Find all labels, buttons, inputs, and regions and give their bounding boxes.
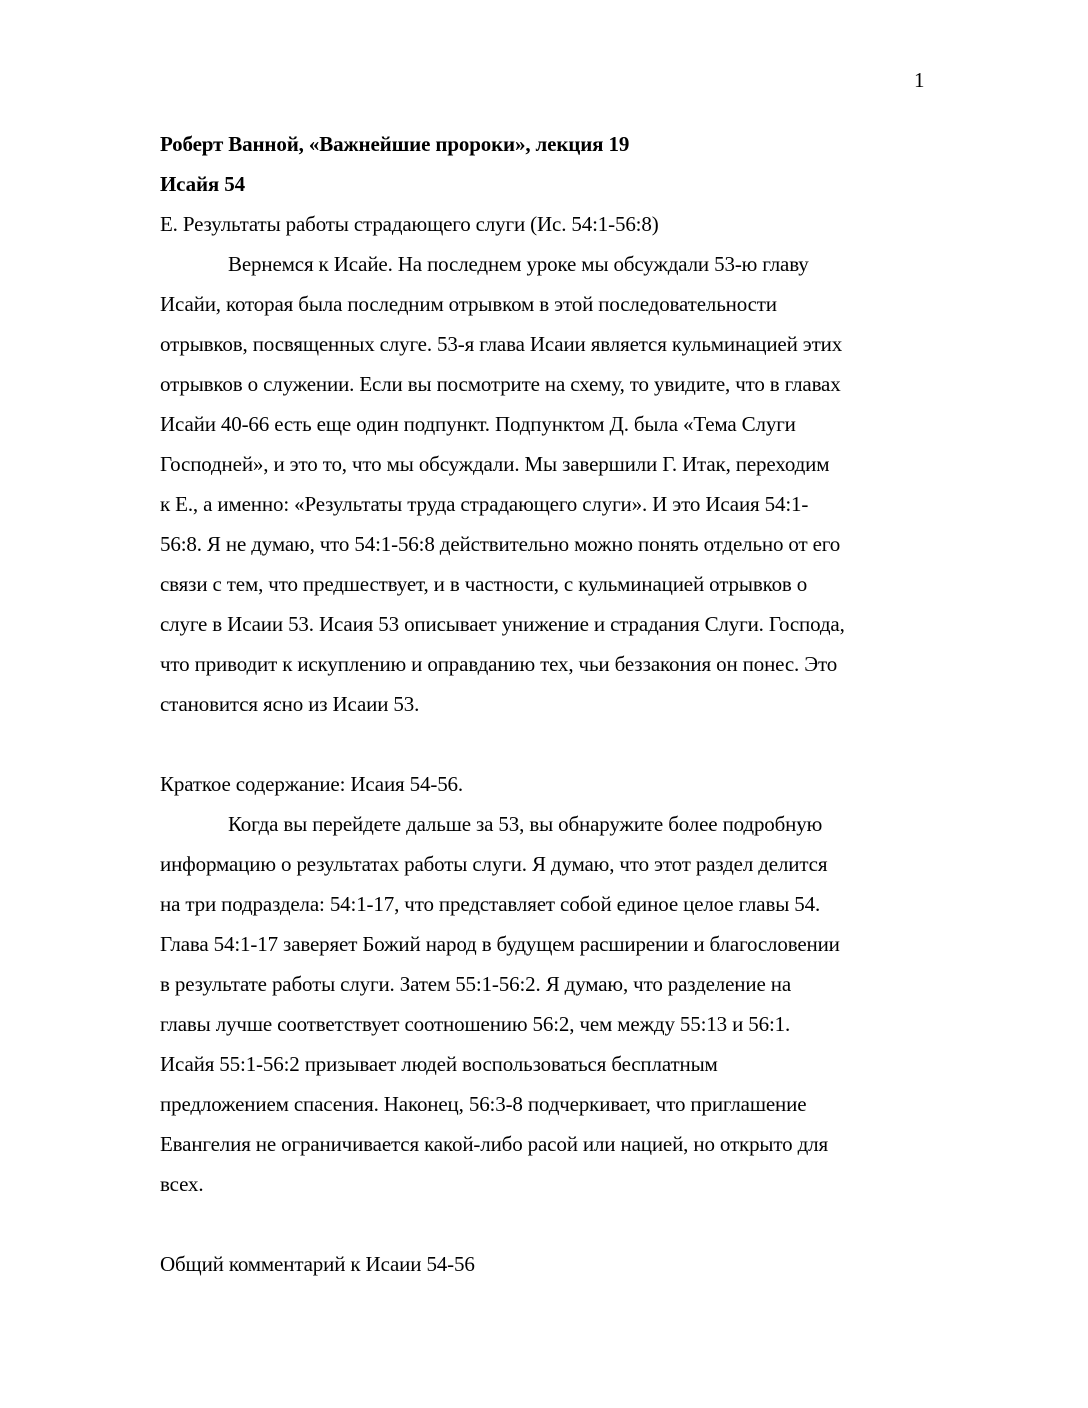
page-number: 1	[914, 68, 925, 92]
document-title: Роберт Ванной, «Важнейшие пророки», лекция 19	[160, 132, 630, 156]
paragraph-line: к Е., а именно: «Результаты труда страдающего слуги». И это Исаия 54:1-	[160, 492, 809, 516]
paragraph-line: на три подраздела: 54:1-17, что представляет собой единое целое главы 54.	[160, 892, 821, 916]
summary-heading: Краткое содержание: Исаия 54-56.	[160, 772, 464, 796]
document-subtitle: Исайя 54	[160, 172, 245, 196]
section-heading-e: Е. Результаты работы страдающего слуги (Ис. 54:1-56:8)	[160, 212, 659, 236]
commentary-heading: Общий комментарий к Исаии 54-56	[160, 1252, 475, 1276]
paragraph-line: Исайи 40-66 есть еще один подпункт. Подпунктом Д. была «Тема Слуги	[160, 412, 796, 436]
paragraph-line: слуге в Исаии 53. Исаия 53 описывает унижение и страдания Слуги. Господа,	[160, 612, 845, 636]
paragraph-line: Исайи, которая была последним отрывком в этой последовательности	[160, 292, 777, 316]
paragraph-line: отрывков о служении. Если вы посмотрите на схему, то увидите, что в главах	[160, 372, 841, 396]
paragraph-line: что приводит к искуплению и оправданию тех, чьи беззакония он понес. Это	[160, 652, 838, 676]
paragraph-line: Глава 54:1-17 заверяет Божий народ в будущем расширении и благословении	[160, 932, 840, 956]
paragraph-line: отрывков, посвященных слуге. 53-я глава Исаии является кульминацией этих	[160, 332, 843, 356]
paragraph-line: связи с тем, что предшествует, и в частности, с кульминацией отрывков о	[160, 572, 808, 596]
paragraph-line: Евангелия не ограничивается какой-либо расой или нацией, но открыто для	[160, 1132, 828, 1156]
paragraph-line: предложением спасения. Наконец, 56:3-8 подчеркивает, что приглашение	[160, 1092, 807, 1116]
paragraph-line: Господней», и это то, что мы обсуждали. Мы завершили Г. Итак, переходим	[160, 452, 830, 476]
paragraph-line: информацию о результатах работы слуги. Я думаю, что этот раздел делится	[160, 852, 828, 876]
paragraph-line: 56:8. Я не думаю, что 54:1-56:8 действительно можно понять отдельно от его	[160, 532, 841, 556]
paragraph-line: Вернемся к Исайе. На последнем уроке мы обсуждали 53-ю главу	[228, 252, 809, 276]
paragraph-line: Исайя 55:1-56:2 призывает людей воспользоваться бесплатным	[160, 1052, 718, 1076]
paragraph-line: становится ясно из Исаии 53.	[160, 692, 420, 716]
paragraph-line: в результате работы слуги. Затем 55:1-56:2. Я думаю, что разделение на	[160, 972, 791, 996]
paragraph-line: главы лучше соответствует соотношению 56:2, чем между 55:13 и 56:1.	[160, 1012, 791, 1036]
paragraph-line: всех.	[160, 1172, 204, 1196]
paragraph-line: Когда вы перейдете дальше за 53, вы обнаружите более подробную	[228, 812, 823, 836]
